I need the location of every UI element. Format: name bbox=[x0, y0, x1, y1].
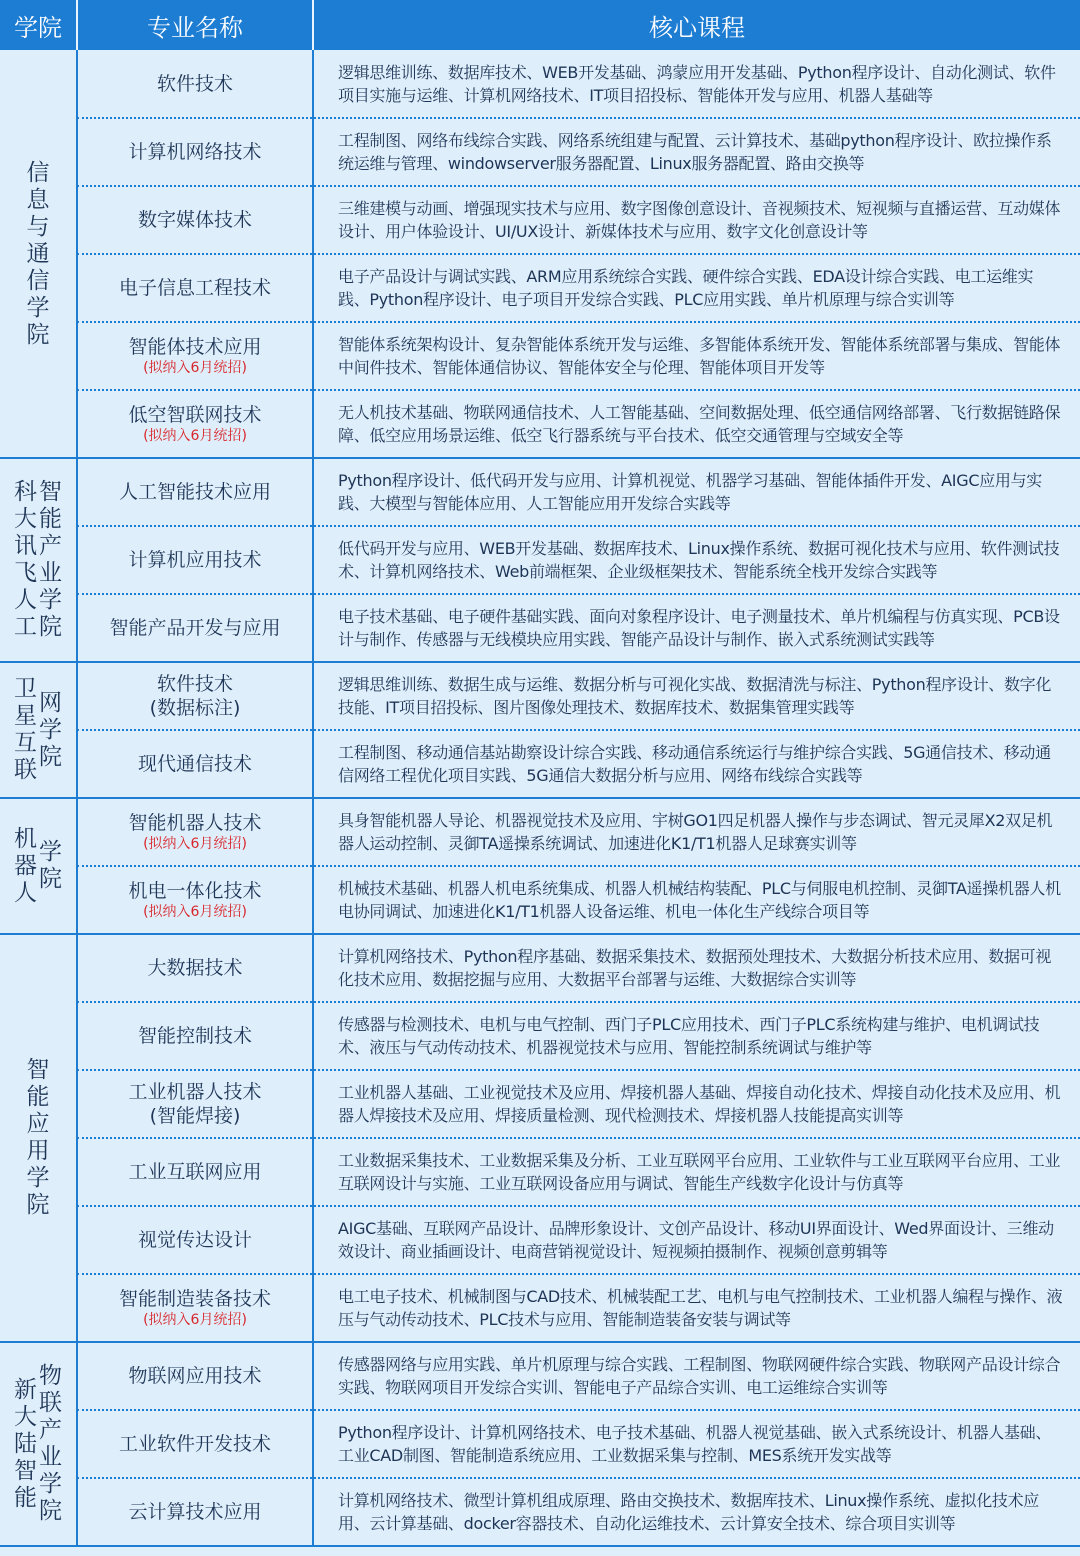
college-name-char: 院 bbox=[39, 866, 62, 892]
college-name-char: 联 bbox=[39, 1390, 62, 1416]
college-name-char: 学 bbox=[26, 1165, 50, 1191]
row-separator-line bbox=[77, 865, 1080, 867]
college-name-char: 院 bbox=[39, 1498, 62, 1524]
college-name-char: 联 bbox=[14, 757, 37, 783]
college-name-char: 工 bbox=[14, 614, 37, 640]
college-name-column bbox=[14, 1377, 37, 1512]
enrollment-note: (拟纳入6月统招) bbox=[143, 1312, 247, 1328]
core-courses-text: 逻辑思维训练、数据生成与运维、数据分析与可视化实战、数据清洗与标注、Python程序设计、数字化技能、IT项目招投标、图片图像处理技术、数据库技术、数据集管理实践等 bbox=[338, 675, 1052, 717]
major-name: 工业机器人技术 bbox=[128, 1081, 262, 1103]
major-name: 机电一体化技术 bbox=[128, 880, 262, 902]
major-name: 软件技术 bbox=[156, 673, 233, 695]
core-courses-text: 电工电子技术、机械制图与CAD技术、机械装配工艺、电机与电气控制技术、工业机器人编程与操作、液压与气动传动技术、PLC技术与应用、智能制造装备安装与调试等 bbox=[338, 1287, 1063, 1329]
college-name-char: 院 bbox=[26, 321, 50, 348]
major-cell bbox=[77, 118, 313, 186]
major-cell bbox=[77, 254, 313, 322]
core-courses-text: Python程序设计、低代码开发与应用、计算机视觉、机器学习基础、智能体插件开发、AIGC应用与实践、大模型与智能体应用、人工智能应用开发综合实践等 bbox=[338, 471, 1042, 513]
college-separator-line bbox=[0, 457, 1080, 459]
major-name: 智能制造装备技术 bbox=[118, 1288, 271, 1310]
major-name: 电子信息工程技术 bbox=[118, 277, 271, 299]
college-name-column bbox=[39, 690, 62, 771]
core-courses-text: 电子产品设计与调试实践、ARM应用系统综合实践、硬件综合实践、EDA设计综合实践、电工运维实践、Python程序设计、电子项目开发综合实践、PLC应用实践、单片机原理与综合实训等 bbox=[338, 267, 1034, 309]
college-name-column bbox=[14, 479, 37, 641]
row-separator-line bbox=[77, 593, 1080, 595]
college-name-column bbox=[39, 479, 62, 641]
college-name-column bbox=[14, 826, 37, 907]
college-name-char: 人 bbox=[14, 879, 37, 906]
row-separator-line bbox=[77, 253, 1080, 255]
college-name-char: 智 bbox=[14, 1457, 37, 1484]
college-name-char: 飞 bbox=[14, 560, 37, 586]
row-separator-line bbox=[77, 1001, 1080, 1003]
core-courses-text: 工程制图、网络布线综合实践、网络系统组建与配置、云计算技术、基础python程序设计、欧拉操作系统运维与管理、windowserver服务器配置、Linux服务器配置、路由交换等 bbox=[338, 131, 1052, 173]
row-separator-line bbox=[77, 321, 1080, 323]
core-courses-text: 机械技术基础、机器人机电系统集成、机器人机械结构装配、PLC与伺服电机控制、灵御TA遥操机器人机电协同调试、加速进化K1/T1机器人设备运维、机电一体化生产线综合项目等 bbox=[338, 879, 1061, 921]
major-cell bbox=[77, 322, 313, 390]
major-name: 云计算技术应用 bbox=[128, 1501, 262, 1523]
major-name: 工业软件开发技术 bbox=[118, 1433, 271, 1455]
college-name-char: 学 bbox=[26, 294, 50, 321]
college-separator-line bbox=[0, 933, 1080, 935]
row-separator-line bbox=[77, 525, 1080, 527]
major-name: 软件技术 bbox=[156, 73, 233, 95]
core-courses-text: Python程序设计、计算机网络技术、电子技术基础、机器人视觉基础、嵌入式系统设计、机器人基础、工业CAD制图、智能制造系统应用、工业数据采集与控制、MES系统开发实战等 bbox=[338, 1423, 1052, 1465]
major-cell bbox=[77, 798, 313, 866]
college-name-column bbox=[27, 1057, 50, 1219]
enrollment-note: (拟纳入6月统招) bbox=[143, 836, 247, 852]
college-name-char: 卫 bbox=[14, 676, 37, 702]
major-cell bbox=[77, 1206, 313, 1274]
major-cell bbox=[77, 526, 313, 594]
college-name-char: 科 bbox=[14, 479, 37, 505]
college-name-char: 院 bbox=[26, 1192, 50, 1218]
major-name: 数字媒体技术 bbox=[137, 209, 252, 231]
major-cell bbox=[77, 1138, 313, 1206]
core-courses-text: 智能体系统架构设计、复杂智能体系统开发与运维、多智能体系统开发、智能体系统部署与集成、智能体中间件技术、智能体通信协议、智能体安全与伦理、智能体项目开发等 bbox=[338, 335, 1061, 377]
core-courses-text: 计算机网络技术、Python程序基础、数据采集技术、数据预处理技术、大数据分析技术应用、数据可视化技术应用、数据挖掘与应用、大数据平台部署与运维、大数据综合实训等 bbox=[338, 947, 1052, 989]
enrollment-note: (拟纳入6月统招) bbox=[143, 428, 247, 444]
college-name-char: 院 bbox=[39, 743, 62, 770]
major-name: 大数据技术 bbox=[147, 957, 243, 979]
major-cell bbox=[77, 1478, 313, 1546]
major-cell bbox=[77, 1342, 313, 1410]
college-name-char: 能 bbox=[26, 1084, 50, 1110]
table-bottom-line bbox=[0, 1545, 1080, 1547]
major-subtitle: (数据标注) bbox=[149, 697, 241, 719]
college-name-char: 院 bbox=[39, 614, 62, 640]
row-separator-line bbox=[77, 1273, 1080, 1275]
major-name: 计算机应用技术 bbox=[128, 549, 262, 571]
major-name: 智能控制技术 bbox=[137, 1025, 252, 1047]
college-name-char: 网 bbox=[39, 689, 62, 716]
college-separator-line bbox=[0, 1341, 1080, 1343]
core-courses-text: 计算机网络技术、微型计算机组成原理、路由交换技术、数据库技术、Linux操作系统、虚拟化技术应用、云计算基础、docker容器技术、自动化运维技术、云计算安全技术、综合项目实训等 bbox=[338, 1491, 1040, 1533]
college-name-char: 智 bbox=[39, 479, 62, 505]
major-cell bbox=[77, 50, 313, 118]
row-separator-line bbox=[77, 1477, 1080, 1479]
major-name: 人工智能技术应用 bbox=[118, 481, 271, 503]
college-name-char: 业 bbox=[39, 560, 62, 586]
core-courses-text: 无人机技术基础、物联网通信技术、人工智能基础、空间数据处理、低空通信网络部署、飞行数据链路保障、低空应用场景运维、低空飞行器系统与平台技术、低空交通管理与空域安全等 bbox=[338, 403, 1061, 445]
college-name-char: 与 bbox=[26, 213, 50, 240]
major-cell bbox=[77, 662, 313, 730]
row-separator-line bbox=[77, 1409, 1080, 1411]
college-name-char: 机 bbox=[14, 825, 37, 852]
college-name-char: 用 bbox=[26, 1138, 50, 1164]
college-separator-line bbox=[0, 661, 1080, 663]
major-name: 物联网应用技术 bbox=[128, 1365, 262, 1387]
major-name: 现代通信技术 bbox=[137, 753, 252, 775]
major-cell bbox=[77, 934, 313, 1002]
header-college: 学院 bbox=[0, 0, 76, 50]
row-separator-line bbox=[77, 729, 1080, 731]
college-name-char: 学 bbox=[39, 1471, 62, 1497]
core-courses-text: 传感器网络与应用实践、单片机原理与综合实践、工程制图、物联网硬件综合实践、物联网产品设计综合实践、物联网项目开发综合实训、智能电子产品综合实训、电工运维综合实训等 bbox=[338, 1355, 1061, 1397]
college-cell bbox=[0, 50, 76, 458]
college-name-column bbox=[27, 160, 50, 349]
core-courses-text: 低代码开发与应用、WEB开发基础、数据库技术、Linux操作系统、数据可视化技术与应用、软件测试技术、计算机网络技术、Web前端框架、企业级框架技术、智能系统全栈开发综合实践等 bbox=[338, 539, 1060, 581]
major-cell bbox=[77, 390, 313, 458]
college-name-column bbox=[14, 676, 37, 784]
college-name-char: 智 bbox=[26, 1057, 50, 1083]
enrollment-note: (拟纳入6月统招) bbox=[143, 360, 247, 376]
row-separator-line bbox=[77, 185, 1080, 187]
college-cell bbox=[0, 798, 76, 934]
college-cell bbox=[0, 934, 76, 1342]
major-name: 智能产品开发与应用 bbox=[109, 617, 281, 639]
college-name-char: 能 bbox=[39, 506, 62, 532]
major-cell bbox=[77, 1274, 313, 1342]
major-name: 智能体技术应用 bbox=[128, 336, 262, 358]
college-cell bbox=[0, 662, 76, 798]
core-courses-text: 工程制图、移动通信基站勘察设计综合实践、移动通信系统运行与维护综合实践、5G通信技术、移动通信网络工程优化项目实践、5G通信大数据分析与应用、网络布线综合实践等 bbox=[338, 743, 1051, 785]
college-name-char: 息 bbox=[26, 186, 50, 213]
major-cell bbox=[77, 1002, 313, 1070]
major-name: 视觉传达设计 bbox=[137, 1229, 252, 1251]
college-name-char: 大 bbox=[14, 506, 37, 532]
college-name-char: 学 bbox=[39, 839, 62, 865]
major-cell bbox=[77, 730, 313, 798]
college-cell bbox=[0, 458, 76, 662]
table-footer-band bbox=[0, 1546, 1080, 1556]
major-subtitle: (智能焊接) bbox=[149, 1105, 241, 1127]
row-separator-line bbox=[77, 117, 1080, 119]
row-separator-line bbox=[77, 1205, 1080, 1207]
row-separator-line bbox=[77, 389, 1080, 391]
core-courses-text: 工业数据采集技术、工业数据采集及分析、工业互联网平台应用、工业软件与工业互联网平台应用、工业互联网设计与实施、工业互联网设备应用与调试、智能生产线数字化设计与仿真等 bbox=[338, 1151, 1061, 1193]
major-cell bbox=[77, 186, 313, 254]
college-name-char: 通 bbox=[26, 240, 50, 267]
college-name-char: 大 bbox=[14, 1403, 37, 1430]
major-cell bbox=[77, 1070, 313, 1138]
core-courses-text: 具身智能机器人导论、机器视觉技术及应用、宇树GO1四足机器人操作与步态调试、智元灵犀X2双足机器人运动控制、灵御TA遥操系统调试、加速进化K1/T1机器人足球赛实训等 bbox=[338, 811, 1053, 853]
core-courses-text: 三维建模与动画、增强现实技术与应用、数字图像创意设计、音视频技术、短视频与直播运营、互动媒体设计、用户体验设计、UI/UX设计、新媒体技术与应用、数字文化创意设计等 bbox=[338, 199, 1061, 241]
major-cell bbox=[77, 458, 313, 526]
college-name-char: 互 bbox=[14, 730, 37, 756]
college-name-char: 学 bbox=[39, 587, 62, 613]
college-name-char: 物 bbox=[39, 1363, 62, 1389]
major-cell bbox=[77, 866, 313, 934]
major-name: 低空智联网技术 bbox=[128, 404, 262, 426]
core-courses-text: 电子技术基础、电子硬件基础实践、面向对象程序设计、电子测量技术、单片机编程与仿真实现、PCB设计与制作、传感器与无线模块应用实践、智能产品设计与制作、嵌入式系统测试实践等 bbox=[338, 607, 1060, 649]
college-name-char: 星 bbox=[14, 703, 37, 729]
core-courses-text: 传感器与检测技术、电机与电气控制、西门子PLC应用技术、西门子PLC系统构建与维护、电机调试技术、液压与气动传动技术、机器视觉技术与应用、智能控制系统调试与维护等 bbox=[338, 1015, 1040, 1057]
college-name-char: 产 bbox=[39, 1417, 62, 1443]
college-name-char: 信 bbox=[26, 267, 50, 294]
enrollment-note: (拟纳入6月统招) bbox=[143, 904, 247, 920]
college-name-char: 业 bbox=[39, 1444, 62, 1470]
college-name-char: 学 bbox=[39, 716, 62, 743]
core-courses-text: AIGC基础、互联网产品设计、品牌形象设计、文创产品设计、移动UI界面设计、Wed界面设计、三维动效设计、商业插画设计、电商营销视觉设计、短视频拍摄制作、视频创意剪辑等 bbox=[338, 1219, 1054, 1261]
college-name-column bbox=[39, 839, 62, 893]
college-separator-line bbox=[0, 797, 1080, 799]
major-cell bbox=[77, 1410, 313, 1478]
major-name: 工业互联网应用 bbox=[128, 1161, 262, 1183]
college-name-char: 讯 bbox=[14, 533, 37, 559]
college-name-char: 应 bbox=[26, 1111, 50, 1137]
major-name: 计算机网络技术 bbox=[128, 141, 262, 163]
college-cell bbox=[0, 1342, 76, 1546]
college-name-char: 人 bbox=[14, 587, 37, 613]
college-name-char: 新 bbox=[14, 1376, 37, 1403]
college-name-char: 器 bbox=[14, 852, 37, 879]
major-cell bbox=[77, 594, 313, 662]
row-separator-line bbox=[77, 1069, 1080, 1071]
college-name-char: 信 bbox=[26, 159, 50, 186]
header-major: 专业名称 bbox=[78, 0, 312, 50]
core-courses-text: 逻辑思维训练、数据库技术、WEB开发基础、鸿蒙应用开发基础、Python程序设计、自动化测试、软件项目实施与运维、计算机网络技术、IT项目招投标、智能体开发与应用、机器人基础等 bbox=[338, 63, 1056, 105]
college-name-char: 能 bbox=[14, 1484, 37, 1511]
header-courses: 核心课程 bbox=[314, 0, 1080, 50]
major-name: 智能机器人技术 bbox=[128, 812, 262, 834]
college-name-char: 产 bbox=[39, 533, 62, 559]
college-name-char: 陆 bbox=[14, 1430, 37, 1457]
row-separator-line bbox=[77, 1137, 1080, 1139]
core-courses-text: 工业机器人基础、工业视觉技术及应用、焊接机器人基础、焊接自动化技术、焊接自动化技术及应用、机器人焊接技术及应用、焊接质量检测、现代检测技术、焊接机器人技能提高实训等 bbox=[338, 1083, 1061, 1125]
college-name-column bbox=[39, 1363, 62, 1525]
